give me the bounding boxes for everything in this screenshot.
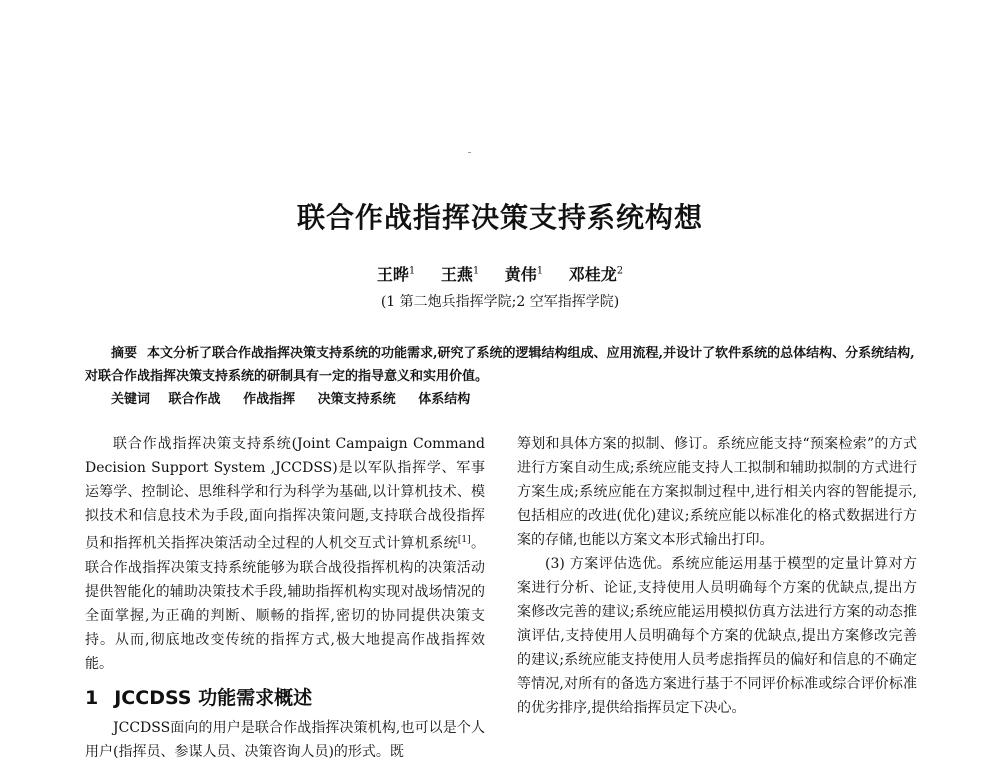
paper-title: 联合作战指挥决策支持系统构想 — [296, 201, 703, 234]
section-heading: 1 JCCDSS 功能需求概述 — [85, 686, 313, 709]
intro-paragraph: 联合作战指挥决策支持系统(Joint Campaign Command Decision Support System ,JCCDSS)是以军队指挥学、军事运筹学、控制论、思维科学和行为科学为基础,以计算机技术、模拟技术和信息技术为手段,面向指挥决策问题,支持联合战役指挥员和指挥机关指挥决策活动全过程的人机交互式计算机系统[1]。联合作战指挥决策支持系统能够为联合战役指挥机构的决策活动提供智能化的辅助决策技术手段,辅助指挥机构实现对战场情况的全面掌握,为正确的判断、顺畅的指挥,密切的协同提供决策支持。从而,彻底地改变传统的指挥方式,极大地提高作战指挥效能。 — [85, 436, 485, 672]
right-column — [517, 432, 917, 720]
author: 王晔$^1$ — [376, 265, 416, 284]
author: 黄伟$^1$ — [504, 265, 544, 284]
keyword: 作战指挥 — [243, 392, 296, 407]
scan-dot — [468, 152, 471, 153]
keyword: 联合作战 — [168, 392, 221, 407]
paragraph: (3) 方案评估选优。系统应能运用基于模型的定量计算对方案进行分析、论证,支持使用人员明确每个方案的优缺点,提出方案修改完善的建议;系统应能运用模拟仿真方法进行方案的动态推演评估,支持使用人员明确每个方案的优缺点,提出方案修改完善的建议;系统应能支持使用人员考虑指挥员的偏好和信息的不确定等情况,对所有的备选方案进行基于不同评价标准或综合评价标准的优劣排序,提供给指挥员定下决心。 — [517, 556, 917, 716]
author: 王燕$^1$ — [440, 265, 480, 284]
abstract-text: 本文分析了联合作战指挥决策支持系统的功能需求,研究了系统的逻辑结构组成、应用流程,并设计了软件系统的总体结构、分系统结构,对联合作战指挥决策支持系统的研制具有一定的指导意义和实用价值。 — [85, 346, 915, 384]
keyword: 决策支持系统 — [317, 392, 396, 407]
keyword: 体系结构 — [418, 392, 471, 407]
section-paragraph: JCCDSS面向的用户是联合作战指挥决策机构,也可以是个人用户(指挥员、参谋人员、决策咨询人员)的形式。既 — [85, 719, 485, 760]
keywords — [85, 388, 915, 407]
affiliation: (1 第二炮兵指挥学院;2 空军指挥学院) — [380, 294, 620, 310]
citation: [1] — [457, 535, 471, 545]
paragraph: 筹划和具体方案的拟制、修订。系统应能支持“预案检索”的方式进行方案自动生成;系统应能支持人工拟制和辅助拟制的方式进行方案生成;系统应能在方案拟制过程中,进行相关内容的智能提示,包括相应的改进(优化)建议;系统应能以标准化的格式数据进行方案的存储,也能以方案文本形式输出打印。 — [517, 436, 917, 548]
left-column — [85, 432, 485, 764]
abstract-label: 摘要 — [111, 346, 138, 361]
author: 邓桂龙$^2$ — [568, 265, 624, 284]
abstract — [85, 342, 915, 388]
author-list — [0, 262, 1000, 285]
keywords-label: 关键词 — [111, 392, 151, 407]
